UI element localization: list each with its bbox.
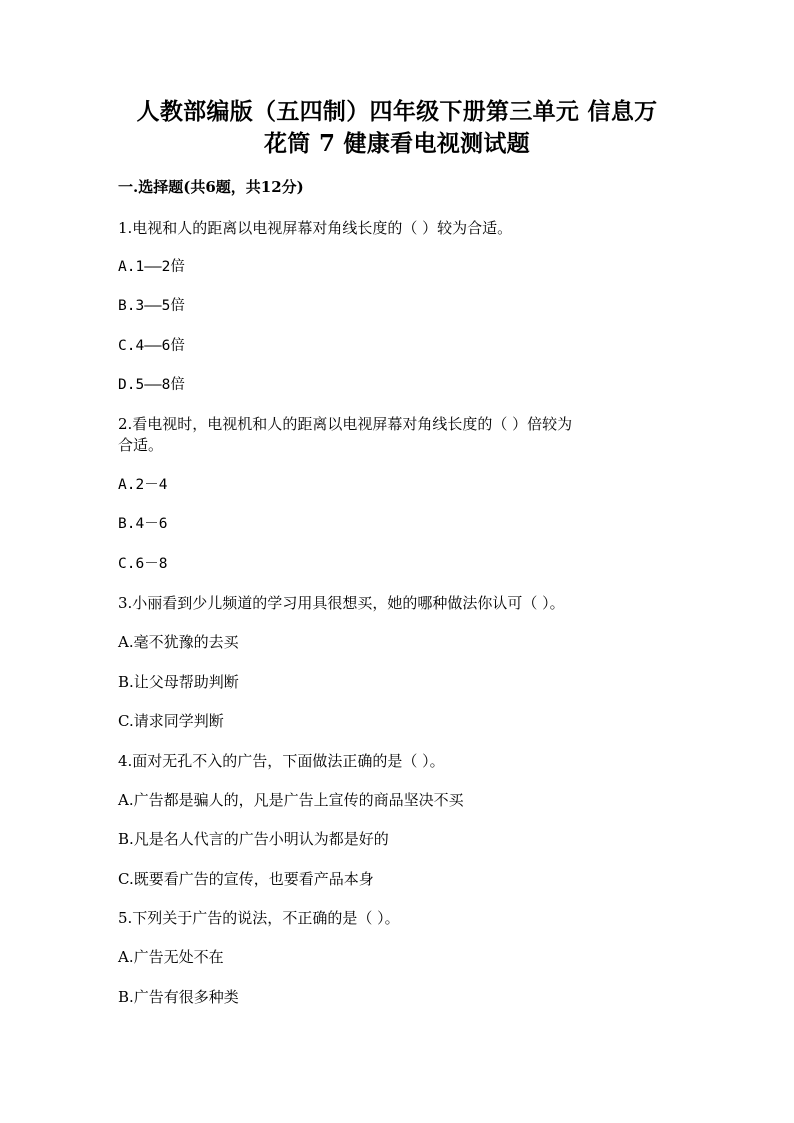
question-4-option-b: B.凡是名人代言的广告小明认为都是好的 [118, 830, 389, 848]
question-2-option-a: A.2－4 [118, 477, 168, 493]
document-title-line-2: 花筒 7 健康看电视测试题 [264, 130, 530, 157]
question-5-stem: 5.下列关于广告的说法，不正确的是（ ）。 [118, 909, 400, 927]
question-5-option-a: A.广告无处不在 [118, 948, 224, 966]
question-3-option-b: B.让父母帮助判断 [118, 673, 239, 691]
document-title-line-1: 人教部编版（五四制）四年级下册第三单元 信息万 [136, 98, 658, 125]
question-1-option-d: D.5——8倍 [118, 377, 185, 393]
question-3-option-c: C.请求同学判断 [118, 712, 224, 730]
section-heading: 一.选择题(共6题，共12分) [118, 178, 304, 196]
question-4-option-a: A.广告都是骗人的，凡是广告上宣传的商品坚决不买 [118, 791, 464, 809]
question-3-option-a: A.毫不犹豫的去买 [118, 633, 239, 651]
question-5-option-b: B.广告有很多种类 [118, 988, 239, 1006]
question-2-option-c: C.6－8 [118, 556, 168, 572]
question-4-stem: 4.面对无孔不入的广告，下面做法正确的是（ ）。 [118, 752, 445, 770]
question-4-option-c: C.既要看广告的宣传，也要看产品本身 [118, 870, 374, 888]
question-2-stem-line-2: 合适。 [118, 436, 164, 454]
question-1-stem: 1.电视和人的距离以电视屏幕对角线长度的（ ）较为合适。 [118, 219, 513, 237]
question-2-option-b: B.4－6 [118, 516, 168, 532]
question-3-stem: 3.小丽看到少儿频道的学习用具很想买，她的哪种做法你认可（ ）。 [118, 594, 565, 612]
question-1-option-a: A.1——2倍 [118, 259, 185, 275]
question-1-option-c: C.4——6倍 [118, 338, 185, 354]
question-2-stem-line-1: 2.看电视时，电视机和人的距离以电视屏幕对角线长度的（ ）倍较为 [118, 415, 573, 433]
question-1-option-b: B.3——5倍 [118, 298, 185, 314]
